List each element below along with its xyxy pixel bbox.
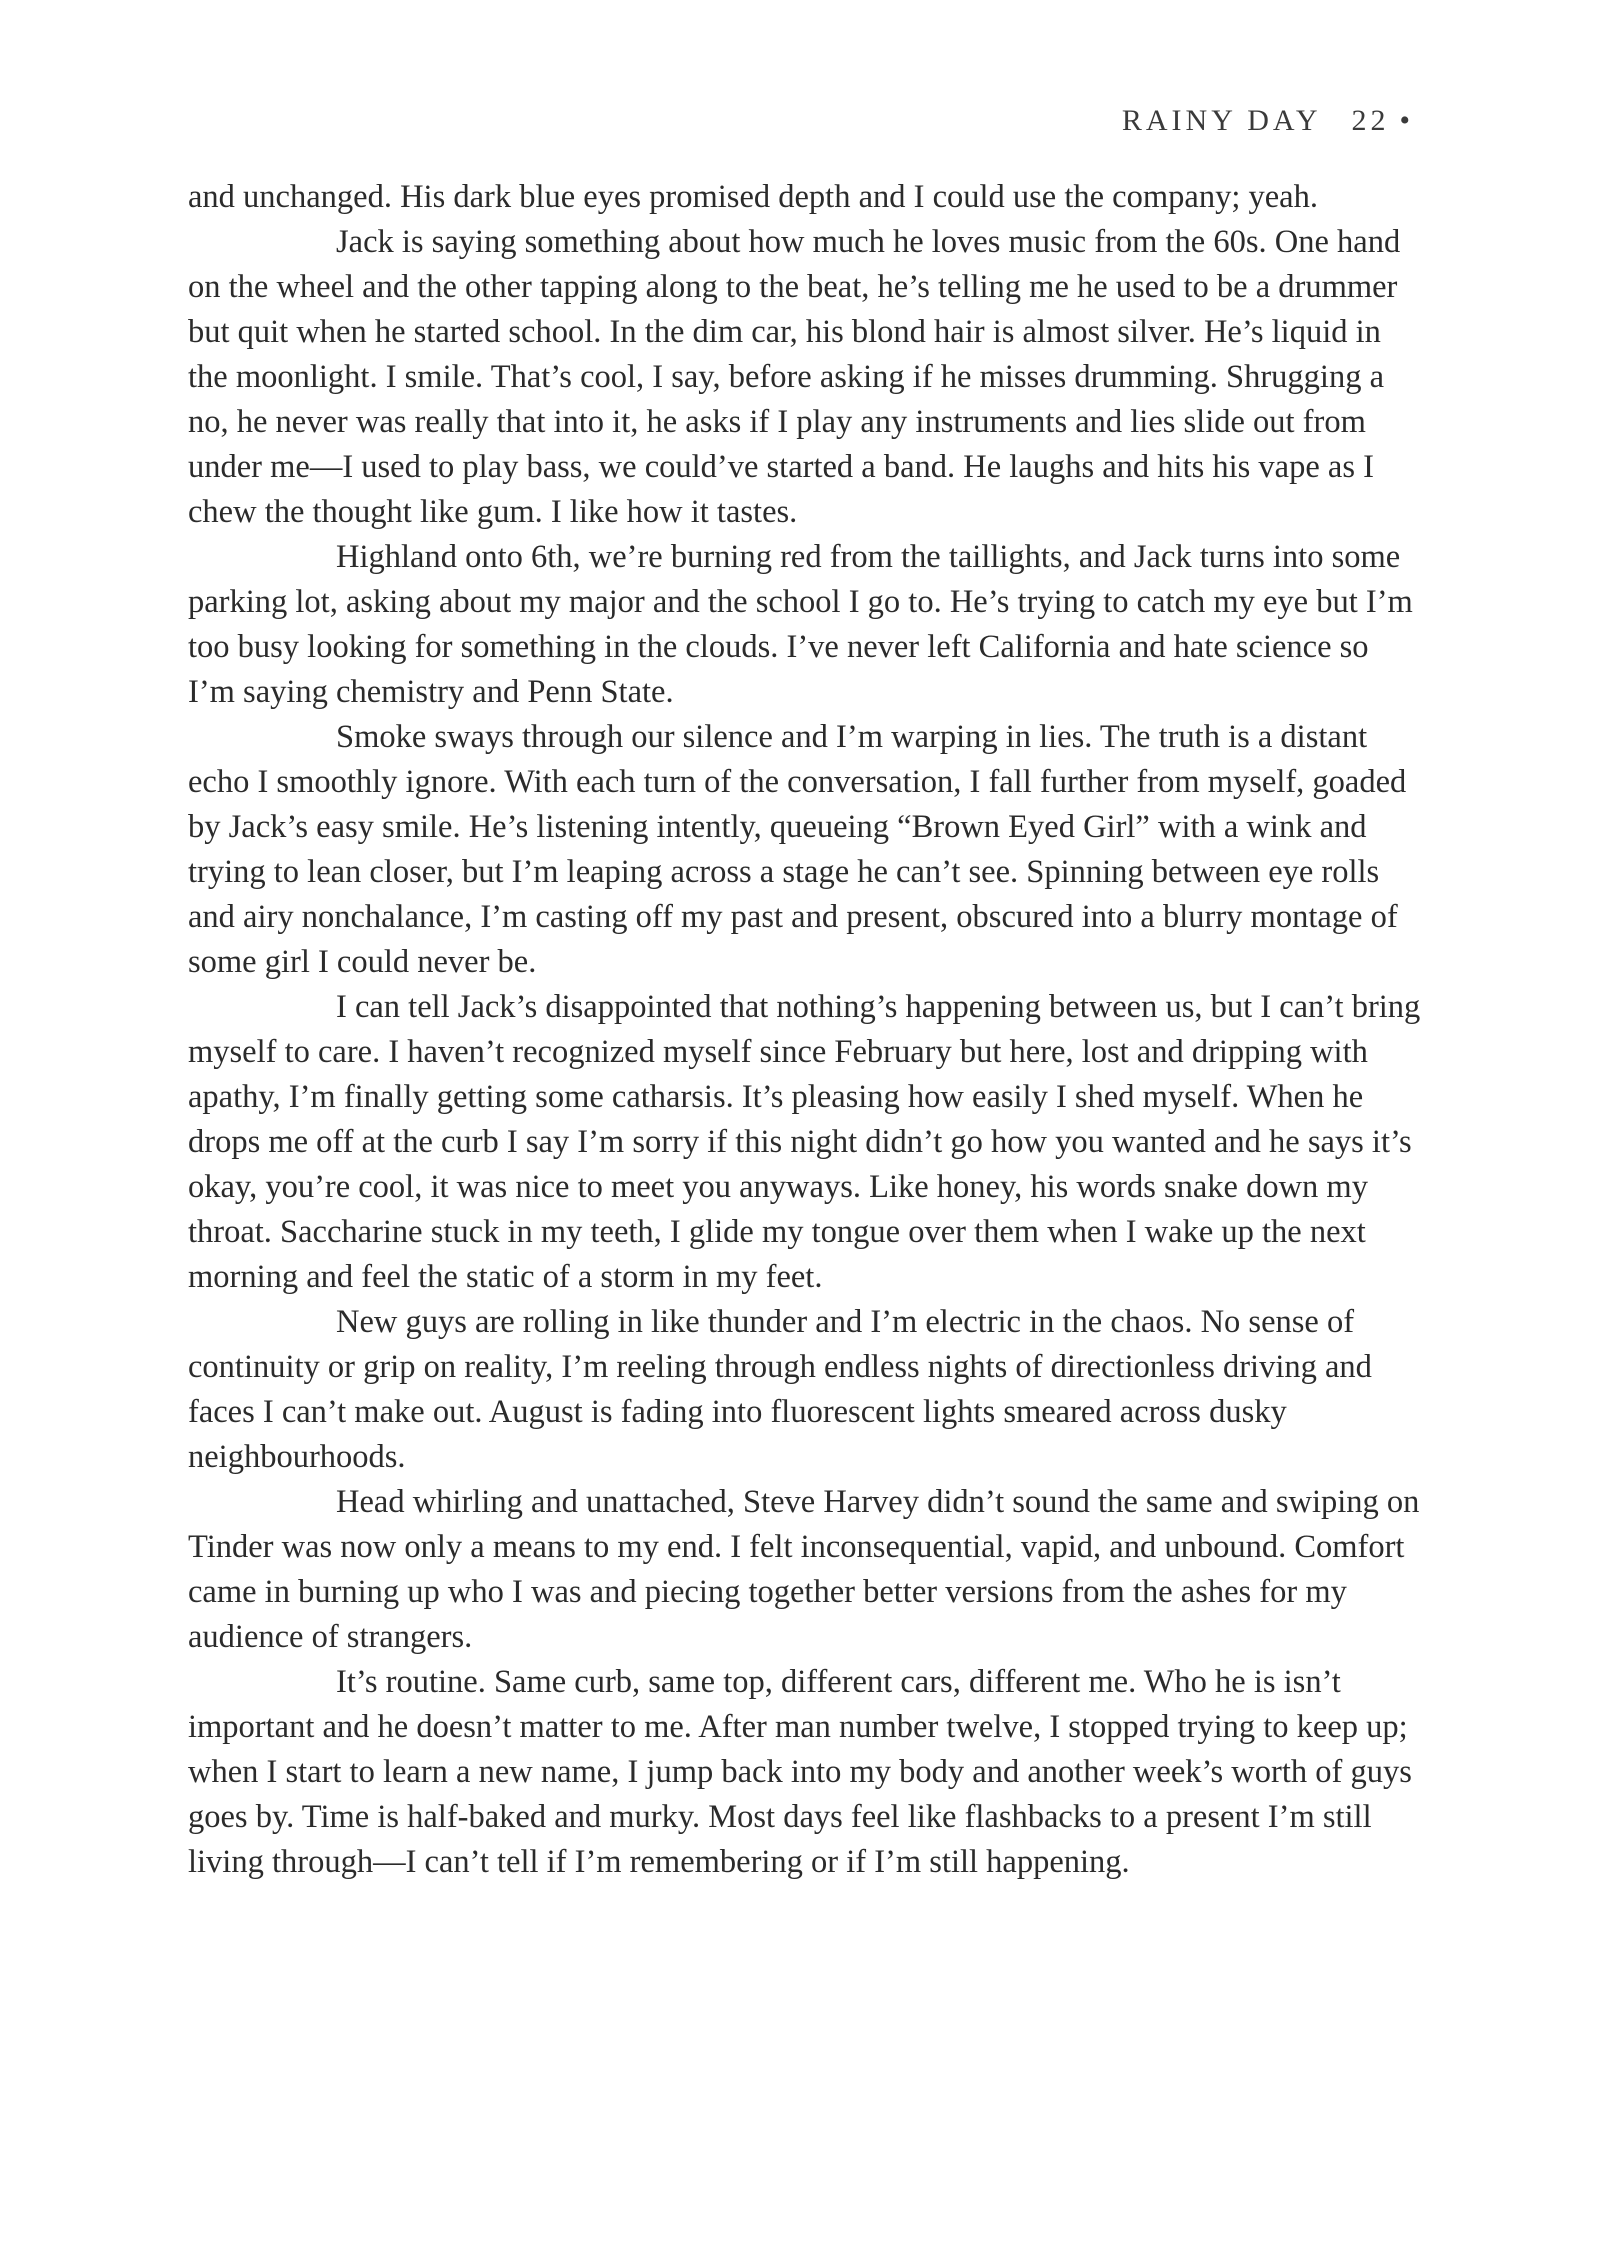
paragraph: It’s routine. Same curb, same top, different cars, different me. Who he is isn’t important and he doesn’t matter to me. After man number twelve, I stopped trying to keep up; when I start to learn a new name, I jump back into my body and another week’s worth of guys goes by. Time is half-baked and murky. Most days feel like flashbacks to a present I’m still living through—I can’t tell if I’m remembering or if I’m still happening. (188, 1664, 1412, 1880)
running-head-title: RAINY DAY (1121, 104, 1322, 137)
page-number: 22 (1351, 104, 1390, 137)
bullet-ornament: • (1399, 104, 1414, 137)
running-head (1122, 104, 1414, 138)
paragraph: I can tell Jack’s disappointed that nothing’s happening between us, but I can’t bring myself to care. I haven’t recognized myself since February but here, lost and dripping with apathy, I’m finally getting some catharsis. It’s pleasing how easily I shed myself. When he drops me off at the curb I say I’m sorry if this night didn’t go how you wanted and he says it’s okay, you’re cool, it was nice to meet you anyways. Like honey, his words snake down my throat. Saccharine stuck in my teeth, I glide my tongue over them when I wake up the next morning and feel the static of a storm in my feet. (188, 989, 1421, 1295)
body-text (188, 175, 1422, 1885)
paragraph: Head whirling and unattached, Steve Harvey didn’t sound the same and swiping on Tinder was now only a means to my end. I felt inconsequential, vapid, and unbound. Comfort came in burning up who I was and piecing together better versions from the ashes for my audience of strangers. (188, 1484, 1420, 1655)
paragraph: Jack is saying something about how much he loves music from the 60s. One hand on the wheel and the other tapping along to the beat, he’s telling me he used to be a drummer but quit when he started school. In the dim car, his blond hair is almost silver. He’s liquid in the moonlight. I smile. That’s cool, I say, before asking if he misses drumming. Shrugging a no, he never was really that into it, he asks if I play any instruments and lies slide out from under me—I used to play bass, we could’ve started a band. He laughs and hits his vape as I chew the thought like gum. I like how it tastes. (188, 224, 1401, 530)
paragraph-continuation: and unchanged. His dark blue eyes promised depth and I could use the company; yeah. (188, 179, 1318, 215)
paragraph: New guys are rolling in like thunder and I’m electric in the chaos. No sense of continuity or grip on reality, I’m reeling through endless nights of directionless driving and faces I can’t make out. August is fading into fluorescent lights smeared across dusky neighbourhoods. (188, 1304, 1372, 1475)
paragraph: Smoke sways through our silence and I’m warping in lies. The truth is a distant echo I smoothly ignore. With each turn of the conversation, I fall further from myself, goaded by Jack’s easy smile. He’s listening intently, queueing “Brown Eyed Girl” with a wink and trying to lean closer, but I’m leaping across a stage he can’t see. Spinning between eye rolls and airy nonchalance, I’m casting off my past and present, obscured into a blurry montage of some girl I could never be. (188, 719, 1407, 980)
paragraph: Highland onto 6th, we’re burning red from the taillights, and Jack turns into some parking lot, asking about my major and the school I go to. He’s trying to catch my eye but I’m too busy looking for something in the clouds. I’ve never left California and hate science so I’m saying chemistry and Penn State. (188, 539, 1413, 710)
